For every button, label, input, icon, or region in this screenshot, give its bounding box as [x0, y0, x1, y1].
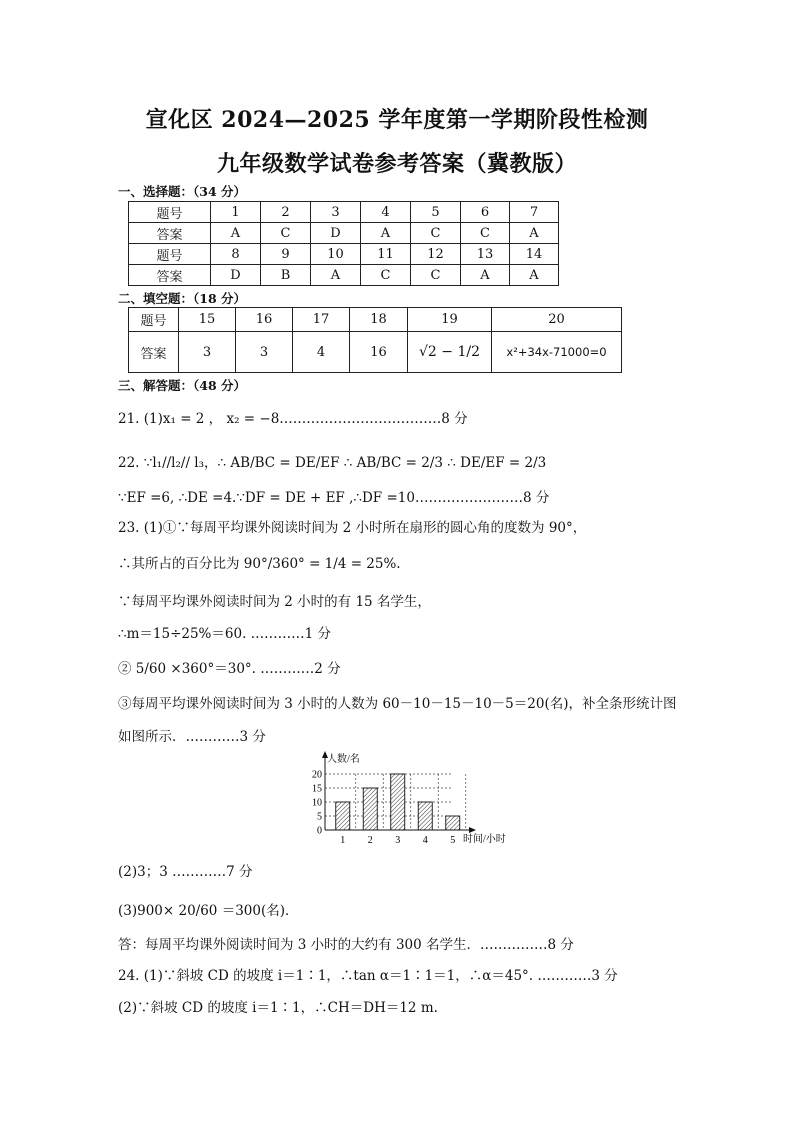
section-fill-in: 二、填空题：（18 分） [118, 291, 246, 306]
title-line-1: 宣化区 2024—2025 学年度第一学期阶段性检测 [145, 107, 649, 133]
table-cell: 4 [361, 202, 411, 223]
multiple-choice-table [128, 201, 559, 286]
row-label: 题号 [129, 308, 179, 332]
table-cell: C [461, 223, 510, 244]
row-label: 答案 [129, 265, 211, 286]
x-tick-label: 5 [450, 835, 456, 846]
table-cell: 3 [236, 332, 293, 373]
table-row [129, 332, 622, 373]
table-cell: C [411, 265, 461, 286]
bar-1 [336, 802, 350, 830]
answer-23-line-1: 23. (1)①∵每周平均课外阅读时间为 2 小时所在扇形的圆心角的度数为 90°， [118, 520, 587, 536]
table-cell: 13 [461, 244, 510, 265]
table-cell: 3 [179, 332, 236, 373]
row-label: 题号 [129, 244, 211, 265]
row-label: 题号 [129, 202, 211, 223]
y-tick-label: 10 [312, 797, 322, 809]
answer-19: √2 − 1/2 [408, 332, 492, 373]
bar-3 [391, 774, 405, 830]
table-cell: A [461, 265, 510, 286]
y-tick-label: 0 [317, 825, 322, 837]
x-tick-label: 3 [395, 835, 401, 846]
table-cell: A [510, 265, 559, 286]
table-cell: 5 [411, 202, 461, 223]
table-cell: D [311, 223, 361, 244]
row-label: 答案 [129, 223, 211, 244]
answer-22-line-1: 22. ∵l₁//l₂// l₃，∴ AB/BC = DE/EF ∴ AB/BC = 2/3 ∴ DE/EF = 2/3 [118, 455, 547, 471]
x-tick-label: 4 [422, 835, 428, 846]
table-cell: 8 [211, 244, 261, 265]
answer-23-line-5: ② 5/60 ×360°＝30°. …………2 分 [118, 661, 341, 677]
bar-5 [446, 816, 460, 830]
answer-23-line-10: 答：每周平均课外阅读时间为 3 小时的大约有 300 名学生．……………8 分 [118, 937, 574, 953]
answer-23-line-6: ③每周平均课外阅读时间为 3 小时的人数为 60－10－15－10－5＝20(名)，补全条形统计图 [118, 696, 677, 712]
table-cell: 7 [510, 202, 559, 223]
table-cell: A [311, 265, 361, 286]
section-solutions: 三、解答题：（48 分） [118, 378, 246, 393]
bar-4 [418, 802, 432, 830]
table-cell: 1 [211, 202, 261, 223]
table-cell: 20 [492, 308, 622, 332]
table-cell: D [211, 265, 261, 286]
table-cell: 3 [311, 202, 361, 223]
table-cell: 9 [261, 244, 311, 265]
table-cell: C [411, 223, 461, 244]
x-axis-label: 时间/小时 [463, 834, 506, 845]
table-cell: 4 [293, 332, 350, 373]
table-cell: A [510, 223, 559, 244]
table-cell: 15 [179, 308, 236, 332]
answer-23-line-2: ∴其所占的百分比为 90°/360° = 1/4 = 25%. [118, 556, 401, 572]
table-cell: 11 [361, 244, 411, 265]
x-tick-label: 1 [340, 835, 346, 846]
answer-22-line-2: ∵EF =6, ∴DE =4.∵DF = DE + EF ,∴DF =10……………………8 分 [118, 490, 550, 506]
table-cell: 16 [236, 308, 293, 332]
x-tick-label: 2 [367, 835, 373, 846]
table-row [129, 308, 622, 332]
y-tick-label: 5 [317, 811, 322, 823]
title-line-2: 九年级数学试卷参考答案（冀教版） [216, 151, 577, 177]
table-cell: A [361, 223, 411, 244]
table-cell: 17 [293, 308, 350, 332]
y-tick-label: 15 [312, 783, 322, 795]
table-cell: B [261, 265, 311, 286]
table-cell: 18 [350, 308, 408, 332]
table-row [129, 265, 559, 286]
table-cell: 6 [461, 202, 510, 223]
table-cell: 16 [350, 332, 408, 373]
row-label: 答案 [129, 332, 179, 373]
table-cell: 14 [510, 244, 559, 265]
table-row [129, 202, 559, 223]
answer-23-line-4: ∴m＝15÷25%＝60. …………1 分 [118, 626, 332, 642]
table-cell: 2 [261, 202, 311, 223]
answer-23-line-9: (3)900× 20/60 ＝300(名)． [118, 903, 299, 919]
fill-in-table [128, 307, 622, 373]
table-cell: 19 [408, 308, 492, 332]
answer-23-line-3: ∵每周平均课外阅读时间为 2 小时的有 15 名学生， [118, 594, 431, 610]
table-cell: C [261, 223, 311, 244]
answer-21: 21. (1)x₁ = 2 ， x₂ = −8………………………………8 分 [118, 411, 468, 427]
answer-24-line-1: 24. (1)∵斜坡 CD 的坡度 i＝1∶1，∴tan α＝1∶1＝1，∴α＝45°. …………3 分 [118, 968, 618, 984]
x-axis-arrow [469, 827, 476, 833]
answer-20: x²+34x-71000=0 [492, 332, 622, 373]
y-tick-label: 20 [312, 769, 322, 781]
answer-23-line-8: (2)3；3 …………7 分 [118, 864, 253, 880]
table-cell: C [361, 265, 411, 286]
y-axis-label: 人数/名 [327, 754, 360, 765]
table-row [129, 223, 559, 244]
table-row [129, 244, 559, 265]
table-cell: 12 [411, 244, 461, 265]
answer-23-line-7: 如图所示．…………3 分 [118, 729, 266, 745]
table-cell: A [211, 223, 261, 244]
bar-2 [363, 788, 377, 830]
table-cell: 10 [311, 244, 361, 265]
answer-24-line-2: (2)∵斜坡 CD 的坡度 i＝1∶1，∴CH＝DH＝12 m. [118, 1000, 438, 1016]
section-multiple-choice: 一、选择题：（34 分） [118, 184, 246, 199]
bar-chart [305, 745, 530, 850]
